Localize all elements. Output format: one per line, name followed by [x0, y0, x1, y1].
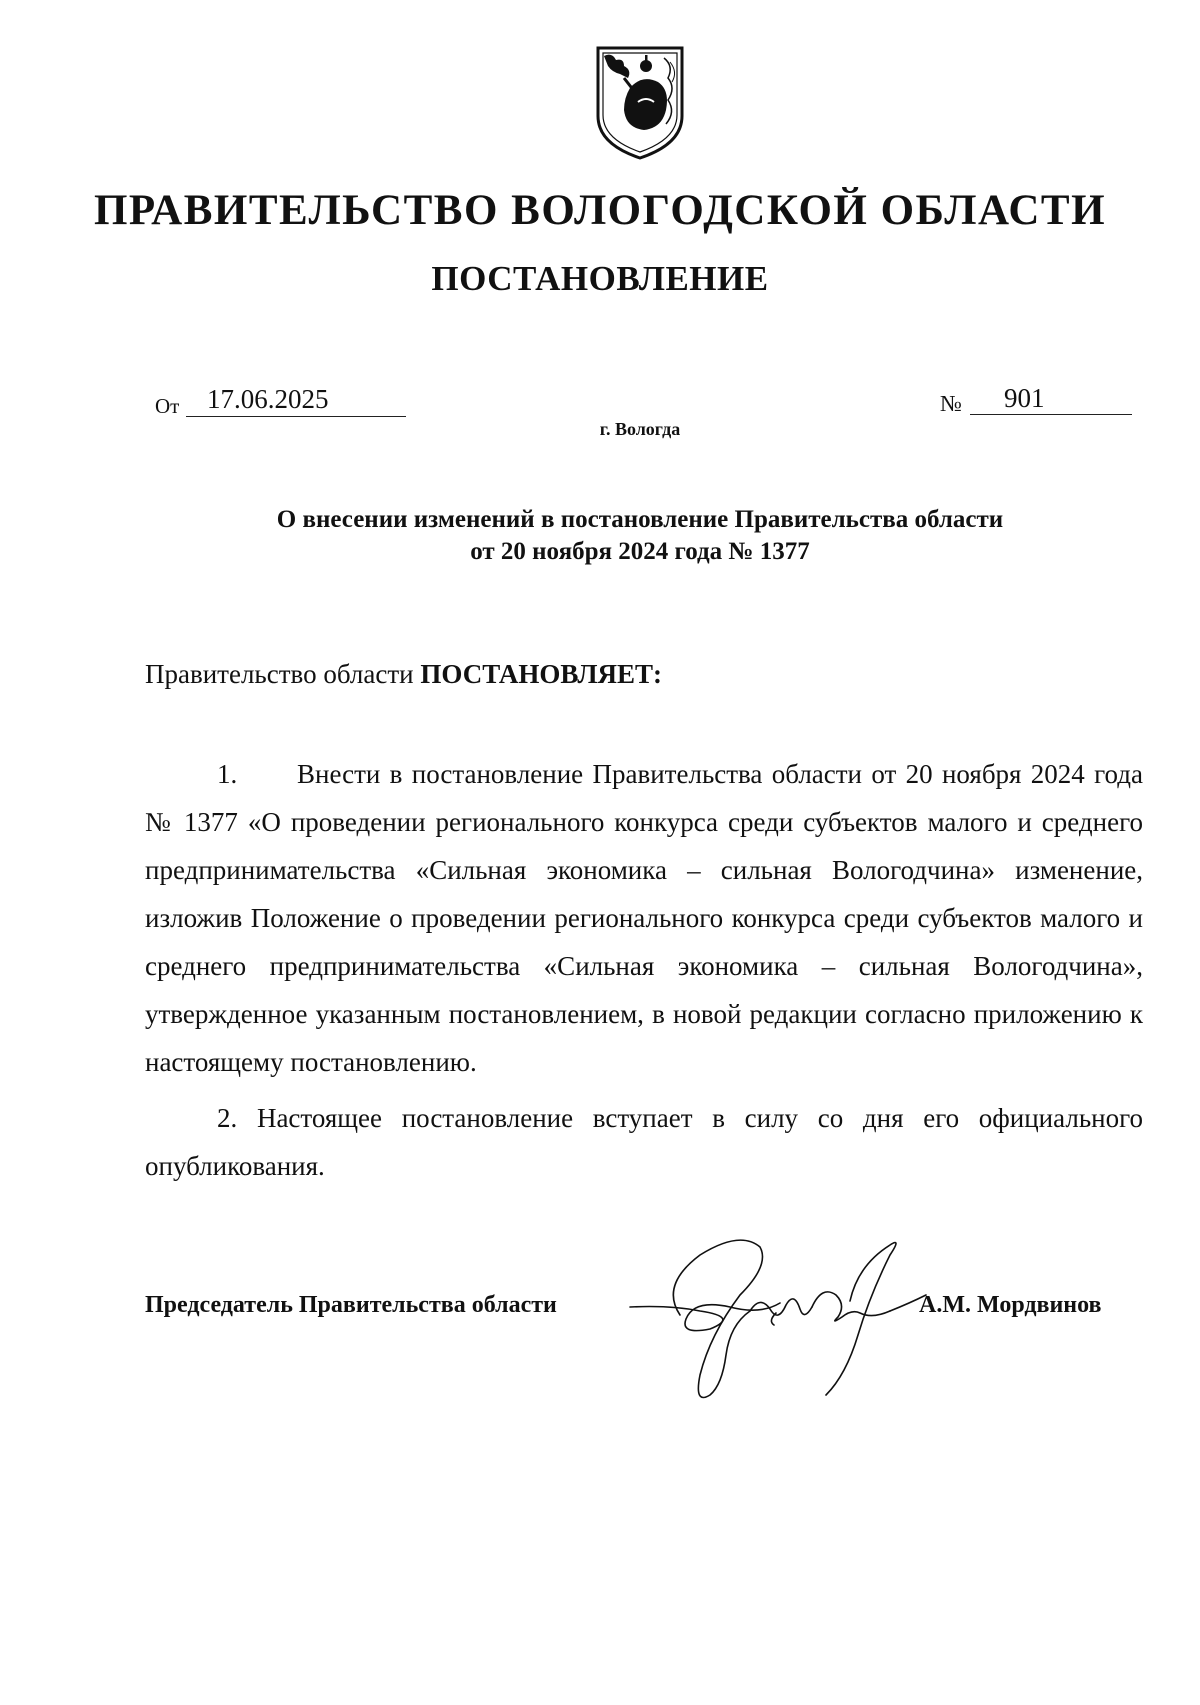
document-type-title: ПОСТАНОВЛЕНИЕ	[431, 259, 769, 298]
subject-line-2: от 20 ноября 2024 года № 1377	[470, 538, 810, 565]
subject-line-1: О внесении изменений в постановление Правительства области	[276, 506, 1004, 533]
document-date: 17.06.2025	[207, 384, 329, 414]
date-prefix: От	[155, 394, 180, 418]
signatory-position: Председатель Правительства области	[145, 1292, 557, 1318]
preamble	[145, 657, 662, 691]
clause-2-text: 2. Настоящее постановление вступает в силу со дня его официального опубликования.	[145, 1103, 1143, 1181]
number-underline	[970, 414, 1132, 415]
clause-2	[145, 1094, 1143, 1190]
clause-1	[145, 750, 1143, 1086]
city-label: г. Вологда	[599, 419, 681, 439]
preamble-text: Правительство области	[145, 659, 421, 689]
signatory-name: А.М. Мордвинов	[919, 1292, 1102, 1318]
clause-1-text: Внести в постановление Правительства области от 20 ноября 2024 года № 1377 «О проведении регионального конкурса среди субъектов малого и среднего предпринимательства «Сильная экономика – сильная Вологодчина» изменение, изложив Положение о проведении регионального конкурса среди субъектов малого и среднего предпринимательства «Сильная экономика – сильная Вологодчина», утвержденное указанным постановлением, в новой редакции согласно приложению к настоящему постановлению.	[145, 759, 1143, 1077]
date-underline	[186, 416, 406, 417]
clause-1-number: 1.	[217, 759, 238, 789]
handwritten-signature-icon	[590, 1225, 950, 1420]
coat-of-arms-icon	[594, 44, 686, 162]
document-number: 901	[1004, 383, 1045, 413]
preamble-decree-word: ПОСТАНОВЛЯЕТ:	[420, 659, 662, 689]
number-prefix: №	[940, 391, 962, 416]
document-subject	[150, 504, 1130, 568]
organization-title: ПРАВИТЕЛЬСТВО ВОЛОГОДСКОЙ ОБЛАСТИ	[93, 187, 1107, 234]
